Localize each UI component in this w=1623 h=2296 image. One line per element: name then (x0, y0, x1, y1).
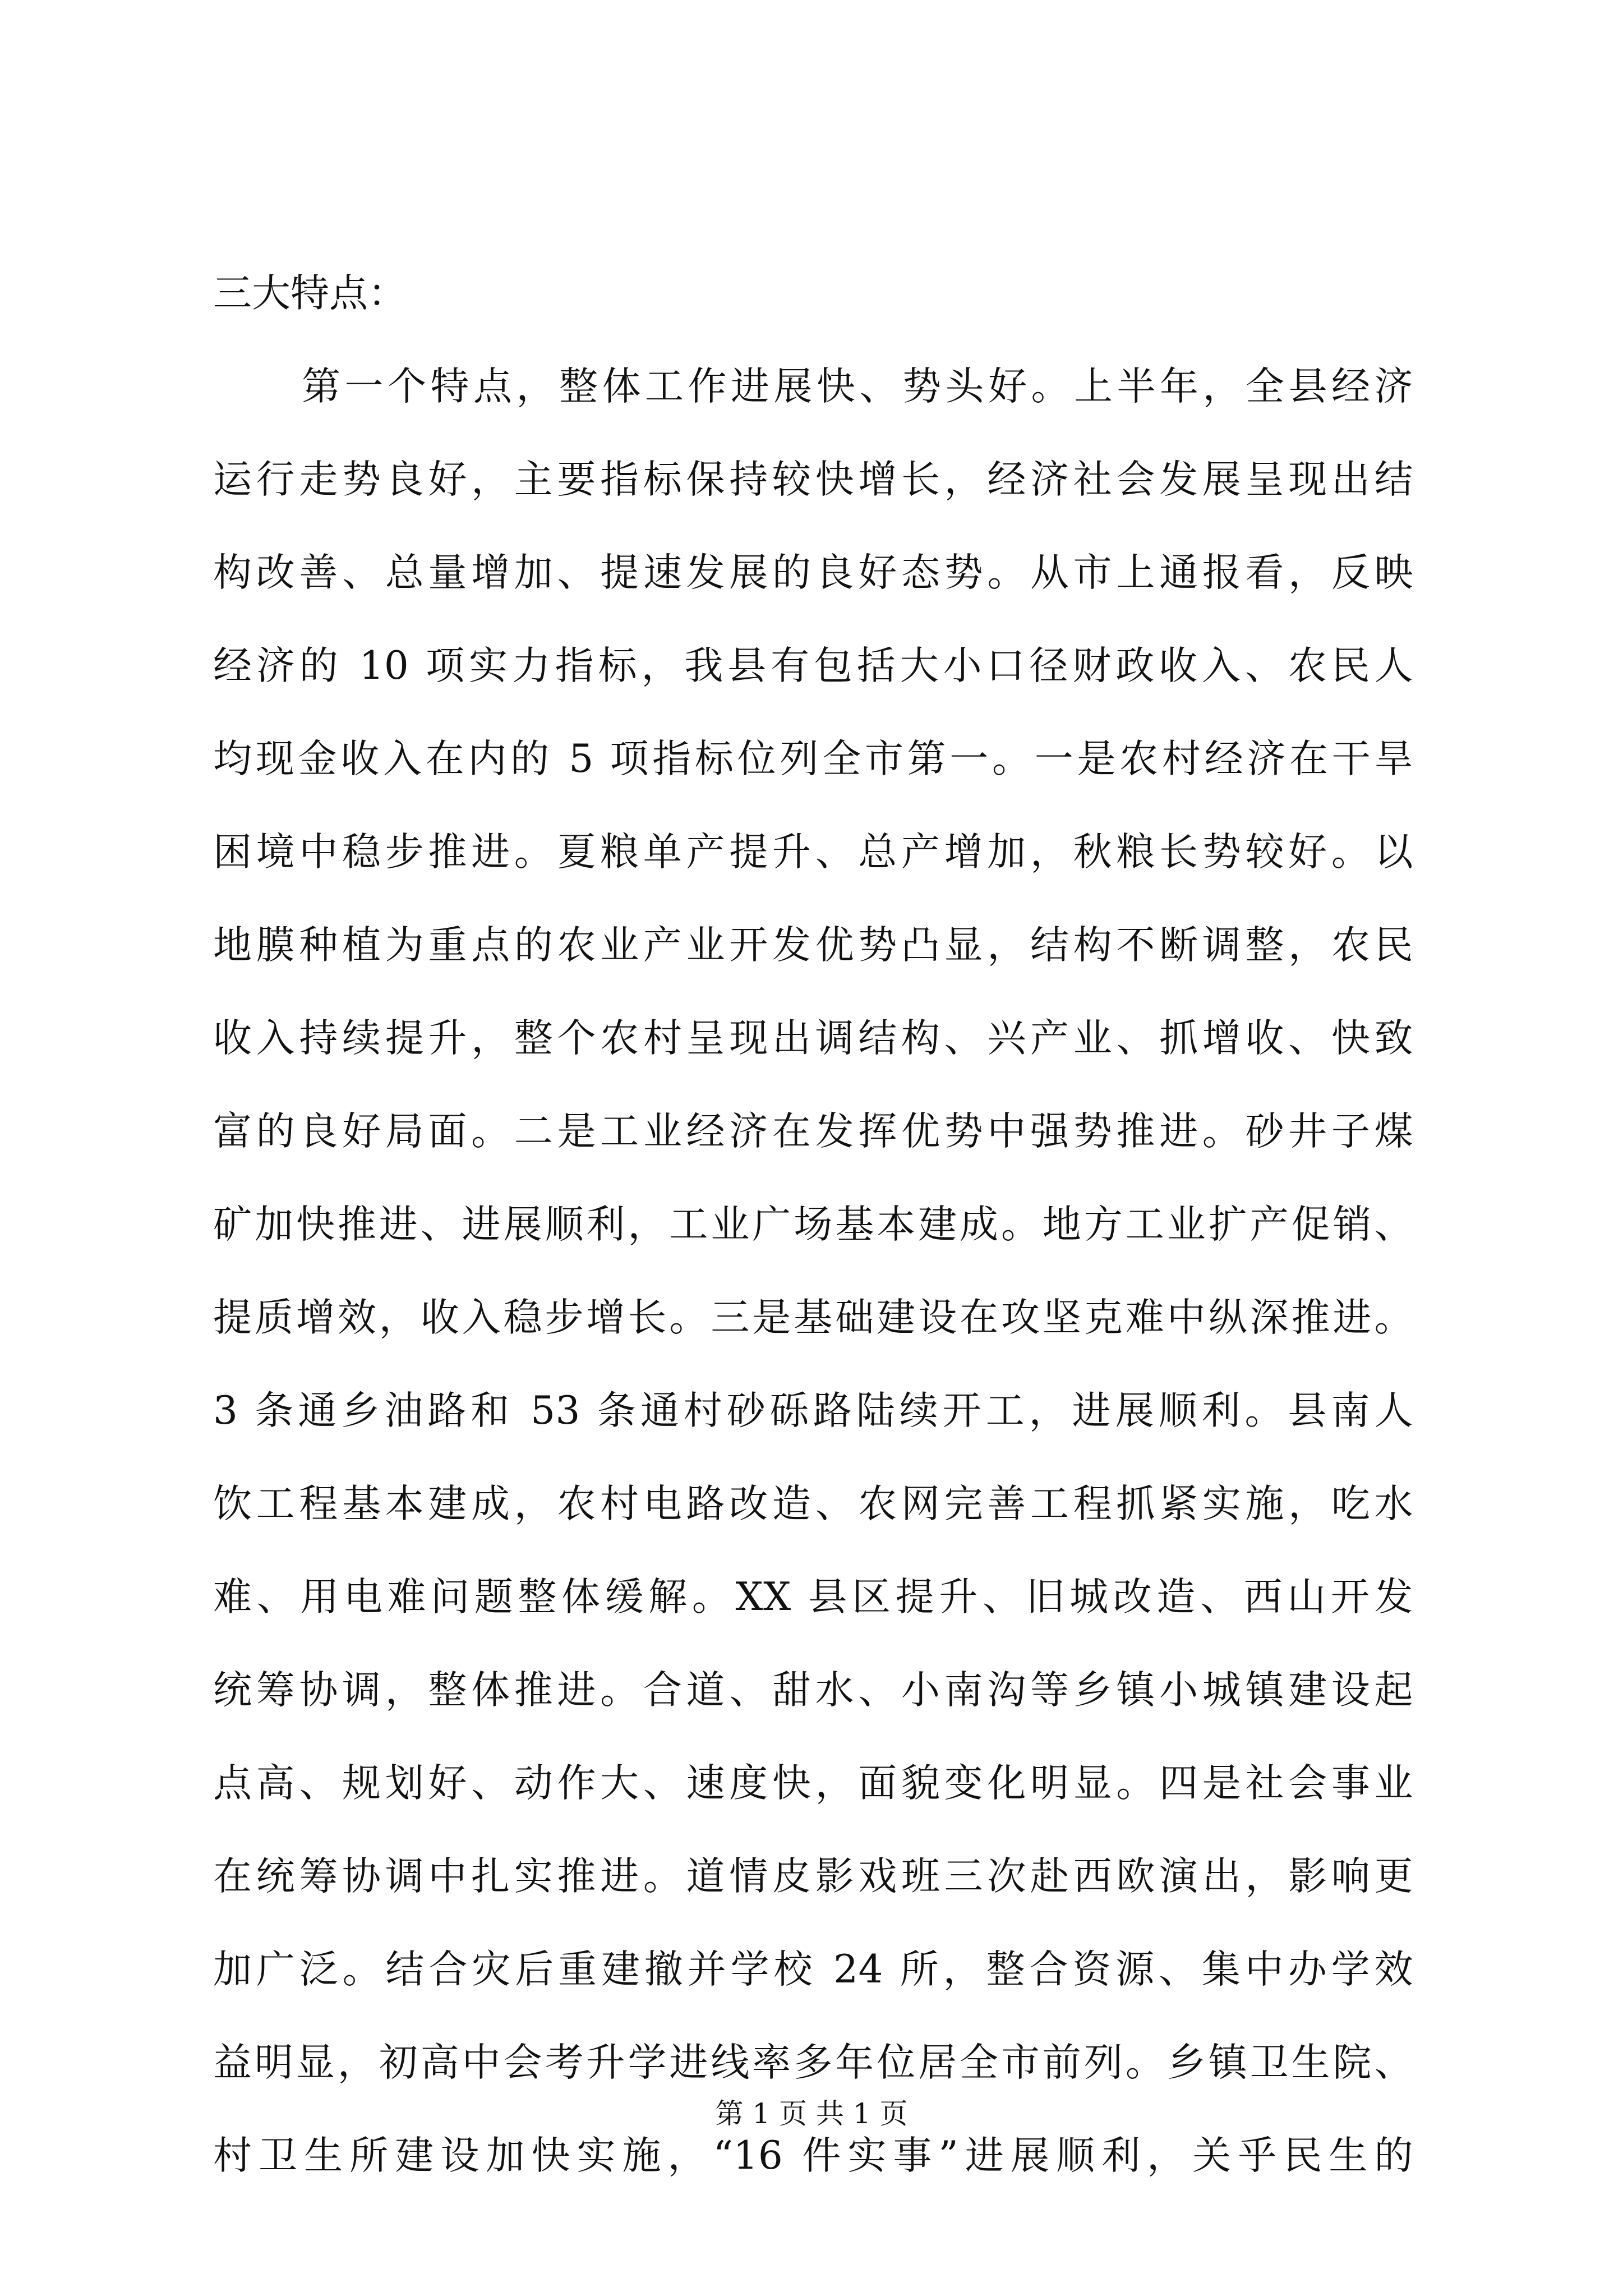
paragraph-line: 难、用电难问题整体缓解。XX 县区提升、旧城改造、西山开发 (213, 1575, 1413, 1619)
paragraph-line: 构改善、总量增加、提速发展的良好态势。从市上通报看，反映 (213, 550, 1413, 595)
paragraph-line: 3 条通乡油路和 53 条通村砂砾路陆续开工，进展顺利。县南人 (213, 1388, 1413, 1433)
paragraph-line: 收入持续提升，整个农村呈现出调结构、兴产业、抓增收、快致 (213, 1016, 1413, 1061)
paragraph-line: 第一个特点，整体工作进展快、势头好。上半年，全县经济 (302, 364, 1413, 409)
paragraph-line: 提质增效，收入稳步增长。三是基础建设在攻坚克难中纵深推进。 (213, 1295, 1413, 1340)
paragraph-line: 富的良好局面。二是工业经济在发挥优势中强势推进。砂井子煤 (213, 1109, 1413, 1154)
paragraph-line: 矿加快推进、进展顺利，工业广场基本建成。地方工业扩产促销、 (213, 1202, 1413, 1247)
paragraph-line: 饮工程基本建成，农村电路改造、农网完善工程抓紧实施，吃水 (213, 1481, 1413, 1526)
paragraph-line: 村卫生所建设加快实施，“16 件实事”进展顺利，关乎民生的 (213, 2133, 1413, 2178)
paragraph-line: 点高、规划好、动作大、速度快，面貌变化明显。四是社会事业 (213, 1761, 1413, 1806)
paragraph-line: 在统筹协调中扎实推进。道情皮影戏班三次赴西欧演出，影响更 (213, 1854, 1413, 1899)
page-footer: 第 1 页 共 1 页 (715, 2097, 908, 2130)
document-body (213, 247, 1413, 2202)
paragraph-line: 加广泛。结合灾后重建撤并学校 24 所，整合资源、集中办学效 (213, 1947, 1413, 1992)
paragraph-line: 运行走势良好，主要指标保持较快增长，经济社会发展呈现出结 (213, 457, 1413, 502)
paragraph-line: 地膜种植为重点的农业产业开发优势凸显，结构不断调整，农民 (213, 923, 1413, 968)
section-heading: 三大特点： (213, 271, 407, 316)
paragraph-line: 经济的 10 项实力指标，我县有包括大小口径财政收入、农民人 (213, 643, 1413, 688)
paragraph-line: 均现金收入在内的 5 项指标位列全市第一。一是农村经济在干旱 (213, 737, 1413, 781)
paragraph-line: 益明显，初高中会考升学进线率多年位居全市前列。乡镇卫生院、 (213, 2040, 1413, 2085)
paragraph-line: 困境中稳步推进。夏粮单产提升、总产增加，秋粮长势较好。以 (213, 830, 1413, 875)
paragraph-line: 统筹协调，整体推进。合道、甜水、小南沟等乡镇小城镇建设起 (213, 1668, 1413, 1713)
